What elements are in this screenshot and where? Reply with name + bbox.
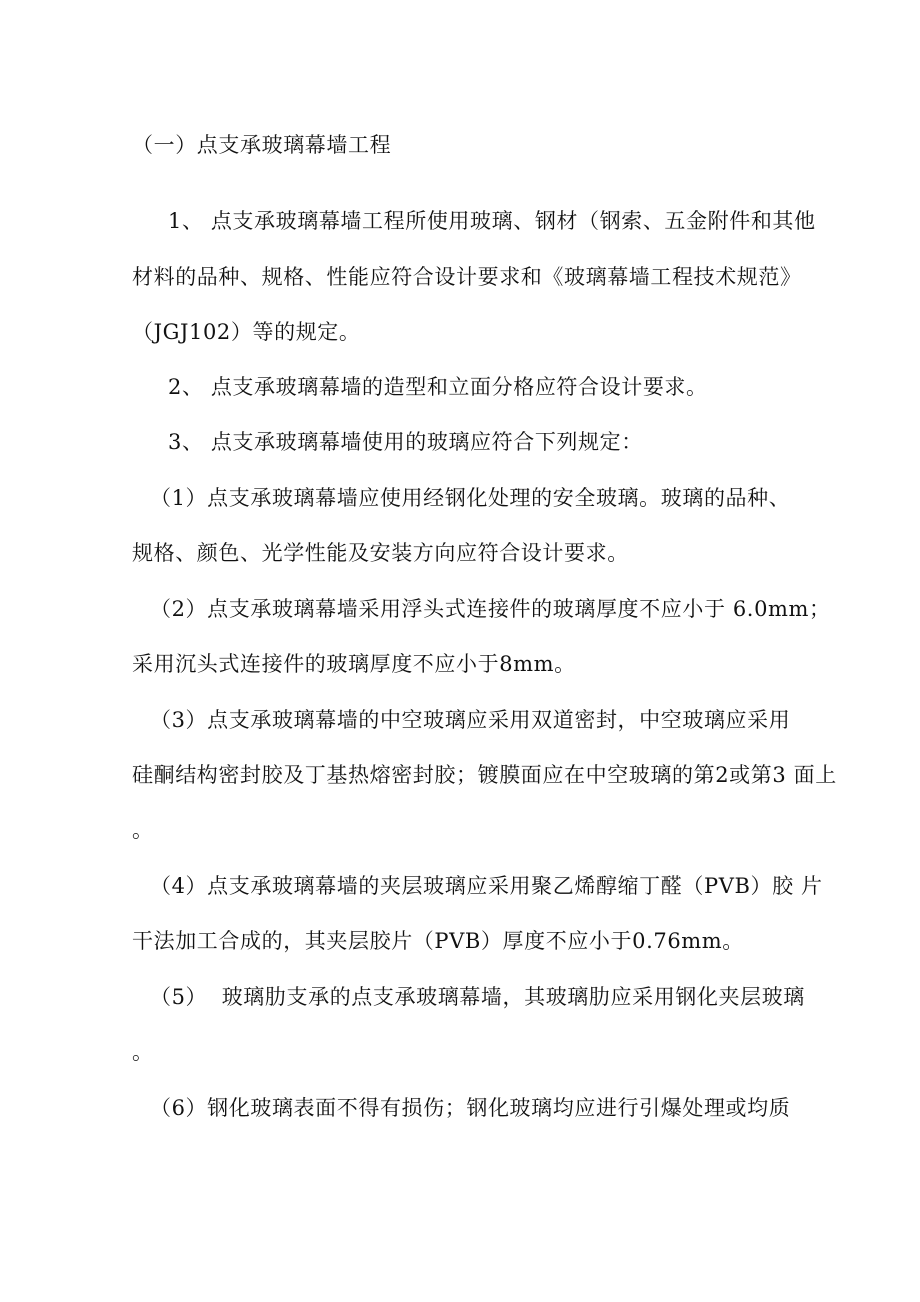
paragraph-line: 。 — [132, 818, 154, 842]
paragraph-line: 材料的品种、规格、性能应符合设计要求和《玻璃幕墙工程技术规范》 — [132, 265, 802, 289]
section-heading: （一）点支承玻璃幕墙工程 — [132, 133, 392, 157]
paragraph-line: 3、 点支承玻璃幕墙使用的玻璃应符合下列规定： — [168, 430, 643, 454]
paragraph-line: 采用沉头式连接件的玻璃厚度不应小于8mm。 — [132, 652, 576, 676]
paragraph-line: 硅酮结构密封胶及丁基热熔密封胶；镀膜面应在中空玻璃的第2或第3 面上 — [132, 763, 837, 787]
paragraph-line: （3）点支承玻璃幕墙的中空玻璃应采用双道密封，中空玻璃应采用 — [150, 708, 791, 732]
paragraph-line: （JGJ102）等的规定。 — [132, 320, 361, 344]
paragraph-line: （2）点支承玻璃幕墙采用浮头式连接件的玻璃厚度不应小于 6.0mm； — [150, 597, 831, 621]
paragraph-line: （1）点支承玻璃幕墙应使用经钢化处理的安全玻璃。玻璃的品种、 — [150, 486, 791, 510]
paragraph-line: （4）点支承玻璃幕墙的夹层玻璃应采用聚乙烯醇缩丁醛（PVB）胶 片 — [150, 874, 823, 898]
paragraph-line: 干法加工合成的，其夹层胶片（PVB）厚度不应小于0.76mm。 — [132, 929, 744, 953]
paragraph-line: 2、 点支承玻璃幕墙的造型和立面分格应符合设计要求。 — [168, 375, 708, 399]
paragraph-line: （6）钢化玻璃表面不得有损伤；钢化玻璃均应进行引爆处理或均质 — [150, 1096, 791, 1120]
paragraph-line: 规格、颜色、光学性能及安装方向应符合设计要求。 — [132, 541, 629, 565]
paragraph-line: （5） 玻璃肋支承的点支承玻璃幕墙，其玻璃肋应采用钢化夹层玻璃 — [150, 985, 805, 1009]
paragraph-line: 。 — [132, 1040, 154, 1064]
paragraph-line: 1、 点支承玻璃幕墙工程所使用玻璃、钢材（钢索、五金附件和其他 — [168, 209, 816, 233]
